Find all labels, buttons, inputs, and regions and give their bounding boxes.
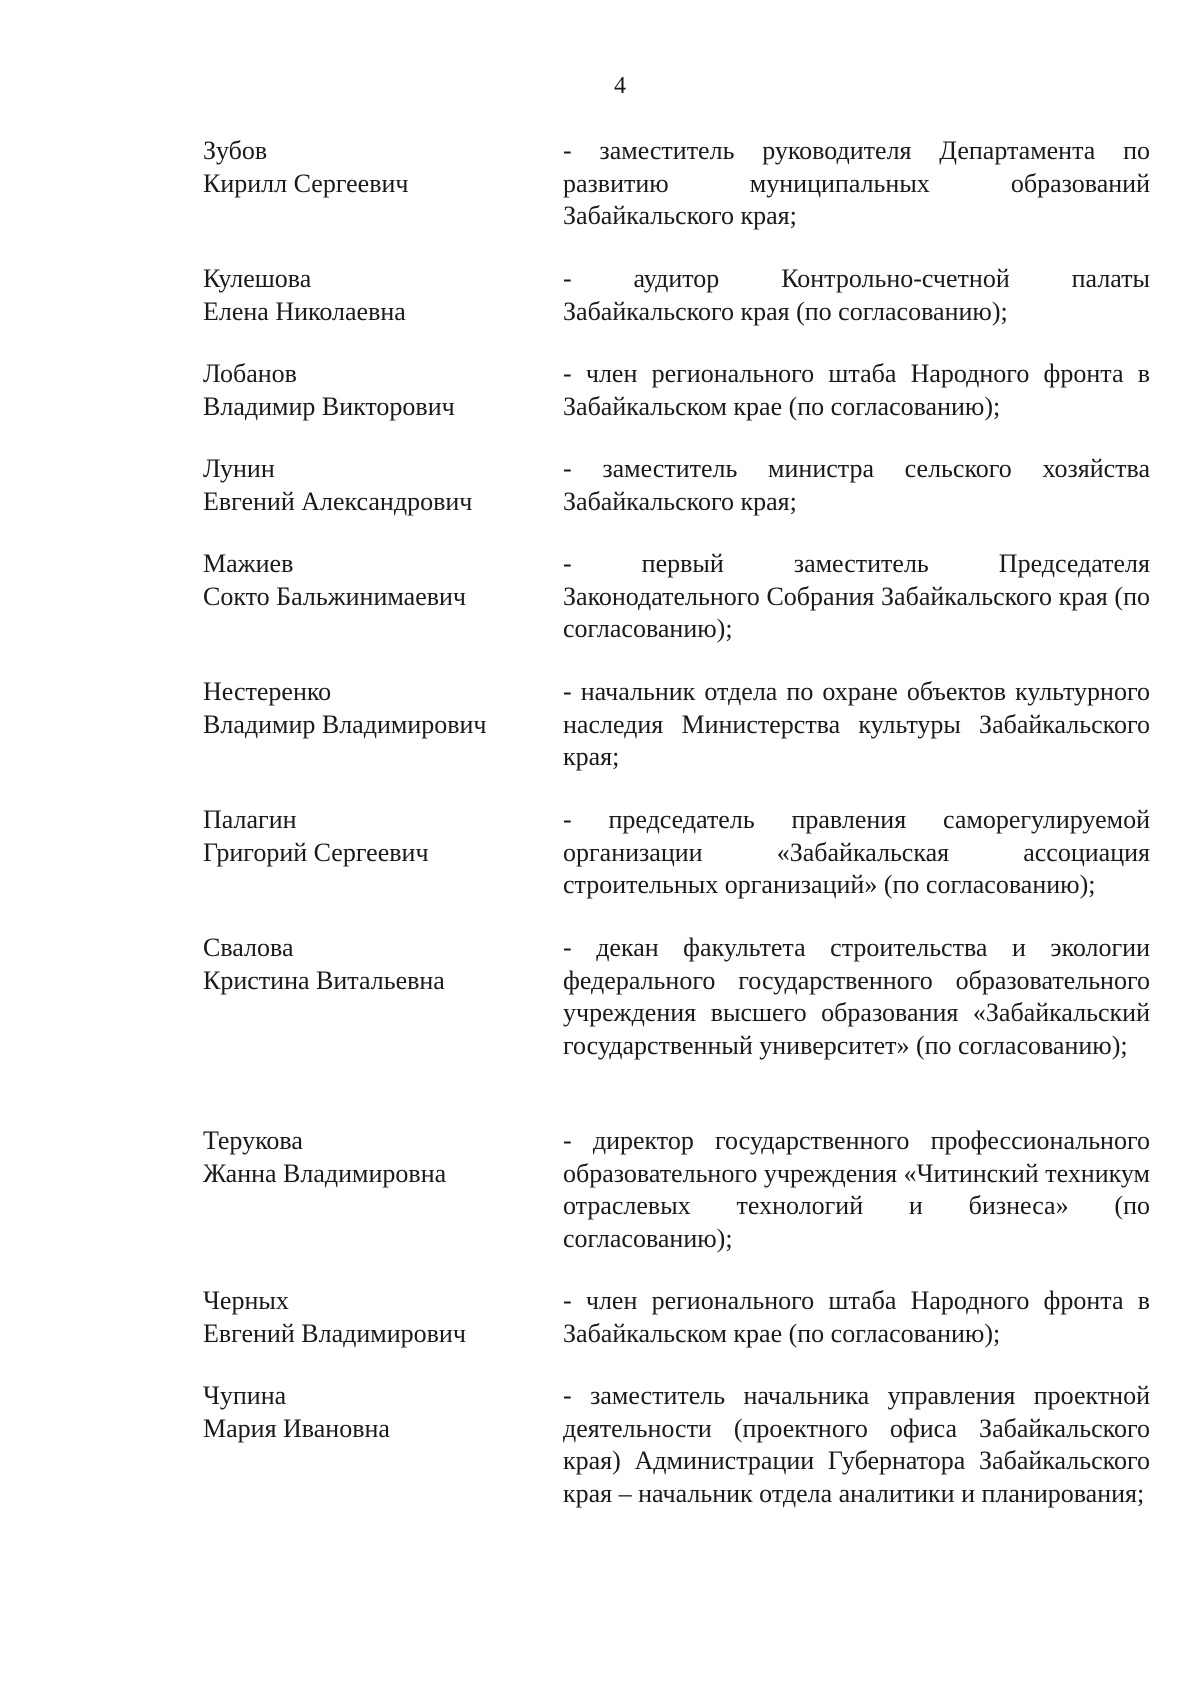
member-given-names: Мария Ивановна [203, 1413, 390, 1443]
member-surname: Палагин [203, 805, 297, 834]
member-entry [0, 358, 1200, 423]
member-role: - заместитель руководителя Департамента по развитию муниципальных образований Забайкальского края; [563, 136, 1150, 230]
member-entry [0, 453, 1200, 518]
member-given-names: Кристина Витальевна [203, 965, 445, 995]
member-entry [0, 932, 1200, 1095]
member-role: - первый заместитель Председателя Законодательного Собрания Забайкальского края (по согласованию); [563, 549, 1150, 643]
members-list [0, 135, 1200, 1573]
member-surname: Свалова [203, 933, 294, 962]
member-role: - председатель правления саморегулируемой организации «Забайкальская ассоциация строительных организаций» (по согласованию); [563, 805, 1150, 899]
member-entry [0, 263, 1200, 328]
member-name [203, 932, 553, 1095]
member-role: - член регионального штаба Народного фронта в Забайкальском крае (по согласованию); [563, 359, 1150, 421]
member-given-names: Владимир Викторович [203, 391, 455, 421]
member-name [203, 1380, 553, 1543]
member-role: - директор государственного профессионального образовательного учреждения «Читинский техникум отраслевых технологий и бизнеса» (по согласованию); [563, 1126, 1150, 1253]
member-given-names: Жанна Владимировна [203, 1158, 447, 1188]
member-entry [0, 135, 1200, 233]
page-number: 4 [614, 73, 626, 99]
member-name [203, 453, 553, 518]
member-surname: Лунин [203, 454, 275, 483]
member-entry [0, 676, 1200, 774]
member-given-names: Кирилл Сергеевич [203, 168, 409, 198]
member-given-names: Владимир Владимирович [203, 709, 487, 739]
member-given-names: Григорий Сергеевич [203, 837, 429, 867]
member-entry [0, 804, 1200, 902]
member-name [203, 676, 553, 774]
member-entry [0, 1380, 1200, 1543]
member-surname: Кулешова [203, 264, 312, 293]
member-role: - член регионального штаба Народного фронта в Забайкальском крае (по согласованию); [563, 1286, 1150, 1348]
member-given-names: Евгений Владимирович [203, 1318, 466, 1348]
member-entry [0, 1125, 1200, 1255]
member-name [203, 1285, 553, 1350]
member-surname: Лобанов [203, 359, 297, 388]
member-surname: Мажиев [203, 549, 294, 578]
member-surname: Чупина [203, 1381, 287, 1410]
member-entry [0, 1285, 1200, 1350]
member-role: - аудитор Контрольно-счетной палаты Забайкальского края (по согласованию); [563, 264, 1150, 326]
member-name [203, 548, 553, 646]
member-given-names: Сокто Бальжинимаевич [203, 581, 467, 611]
member-role: - начальник отдела по охране объектов культурного наследия Министерства культуры Забайкальского края; [563, 677, 1150, 771]
member-name [203, 804, 553, 902]
member-surname: Нестеренко [203, 677, 332, 706]
member-name [203, 135, 553, 233]
member-surname: Зубов [203, 136, 268, 165]
member-role: - заместитель министра сельского хозяйства Забайкальского края; [563, 454, 1150, 516]
member-name [203, 1125, 553, 1255]
member-name [203, 358, 553, 423]
member-given-names: Евгений Александрович [203, 486, 473, 516]
member-surname: Черных [203, 1286, 289, 1315]
member-role: - декан факультета строительства и экологии федерального государственного образовательного учреждения высшего образования «Забайкальский государственный университет» (по согласованию); [563, 933, 1150, 1060]
member-name [203, 263, 553, 328]
member-given-names: Елена Николаевна [203, 296, 406, 326]
member-entry [0, 548, 1200, 646]
member-surname: Терукова [203, 1126, 303, 1155]
member-role: - заместитель начальника управления проектной деятельности (проектного офиса Забайкальского края) Администрации Губернатора Забайкальского края – начальник отдела аналитики и планирования; [563, 1381, 1150, 1508]
